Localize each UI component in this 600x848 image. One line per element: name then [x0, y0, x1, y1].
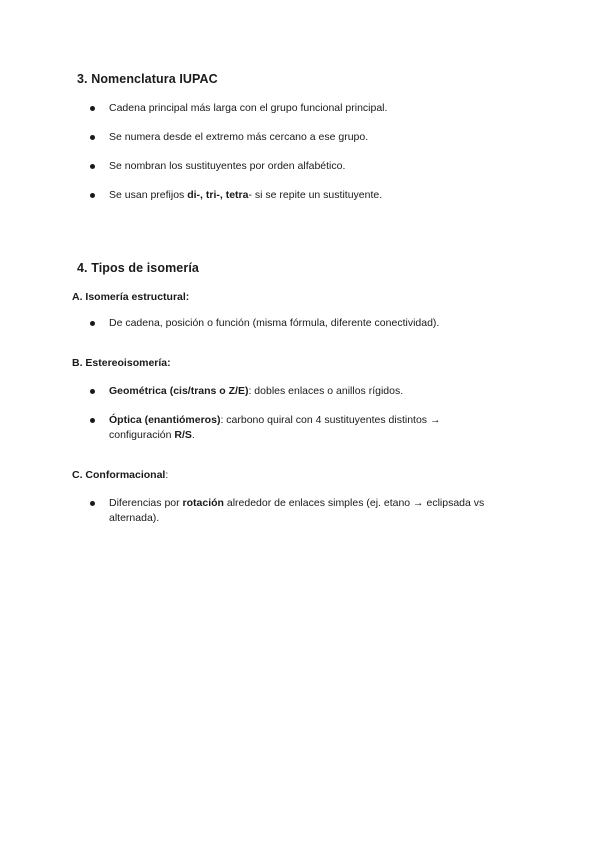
subsection-a-list [90, 316, 530, 331]
list-item [90, 413, 490, 443]
list-item-text-pre: Se usan prefijos [109, 189, 188, 201]
subsection-b-heading: B. Estereoisomería: [72, 357, 171, 369]
list-item-text-post: - si se repite un sustituyente. [248, 189, 383, 201]
subsection-a-heading: A. Isomería estructural: [72, 291, 190, 303]
list-item [90, 316, 530, 331]
section-4-title: 4. Tipos de isomería [77, 261, 199, 275]
section-3-title: 3. Nomenclatura IUPAC [77, 72, 218, 86]
list-item-text: Se nombran los sustituyentes por orden alfabético. [109, 160, 346, 172]
subsection-c-list [90, 496, 510, 526]
list-item [90, 130, 530, 145]
list-item-text-post-2: . [191, 429, 195, 441]
subsection-c-heading-suffix: : [165, 469, 169, 481]
list-item [90, 101, 530, 116]
list-item-text-bold: di-, tri-, tetra [187, 189, 249, 201]
list-item-text: Se numera desde el extremo más cercano a ese grupo. [109, 131, 369, 143]
section-3-list [90, 101, 530, 203]
list-item-text-post: : carbono quiral con 4 sustituyentes distintos → configuración [109, 414, 441, 441]
list-item-text-bold: Geométrica (cis/trans o Z/E) [109, 385, 249, 397]
list-item-text-bold-2: R/S [174, 429, 192, 441]
list-item-text-post: alrededor de enlaces simples (ej. etano → eclipsada vs alternada). [109, 497, 485, 524]
list-item-text-bold: rotación [182, 497, 224, 509]
list-item-text: Cadena principal más larga con el grupo funcional principal. [109, 102, 388, 114]
list-item [90, 159, 530, 174]
subsection-b-list [90, 384, 490, 443]
list-item [90, 188, 530, 203]
list-item-text-post: : dobles enlaces o anillos rígidos. [248, 385, 404, 397]
list-item-text-pre: Diferencias por [109, 497, 183, 509]
list-item-text: De cadena, posición o función (misma fórmula, diferente conectividad). [109, 317, 440, 329]
list-item-text-bold: Óptica (enantiómeros) [109, 414, 221, 426]
list-item [90, 496, 510, 526]
subsection-c-heading-text: C. Conformacional [72, 469, 166, 481]
subsection-c-heading [72, 469, 168, 481]
list-item [90, 384, 490, 399]
